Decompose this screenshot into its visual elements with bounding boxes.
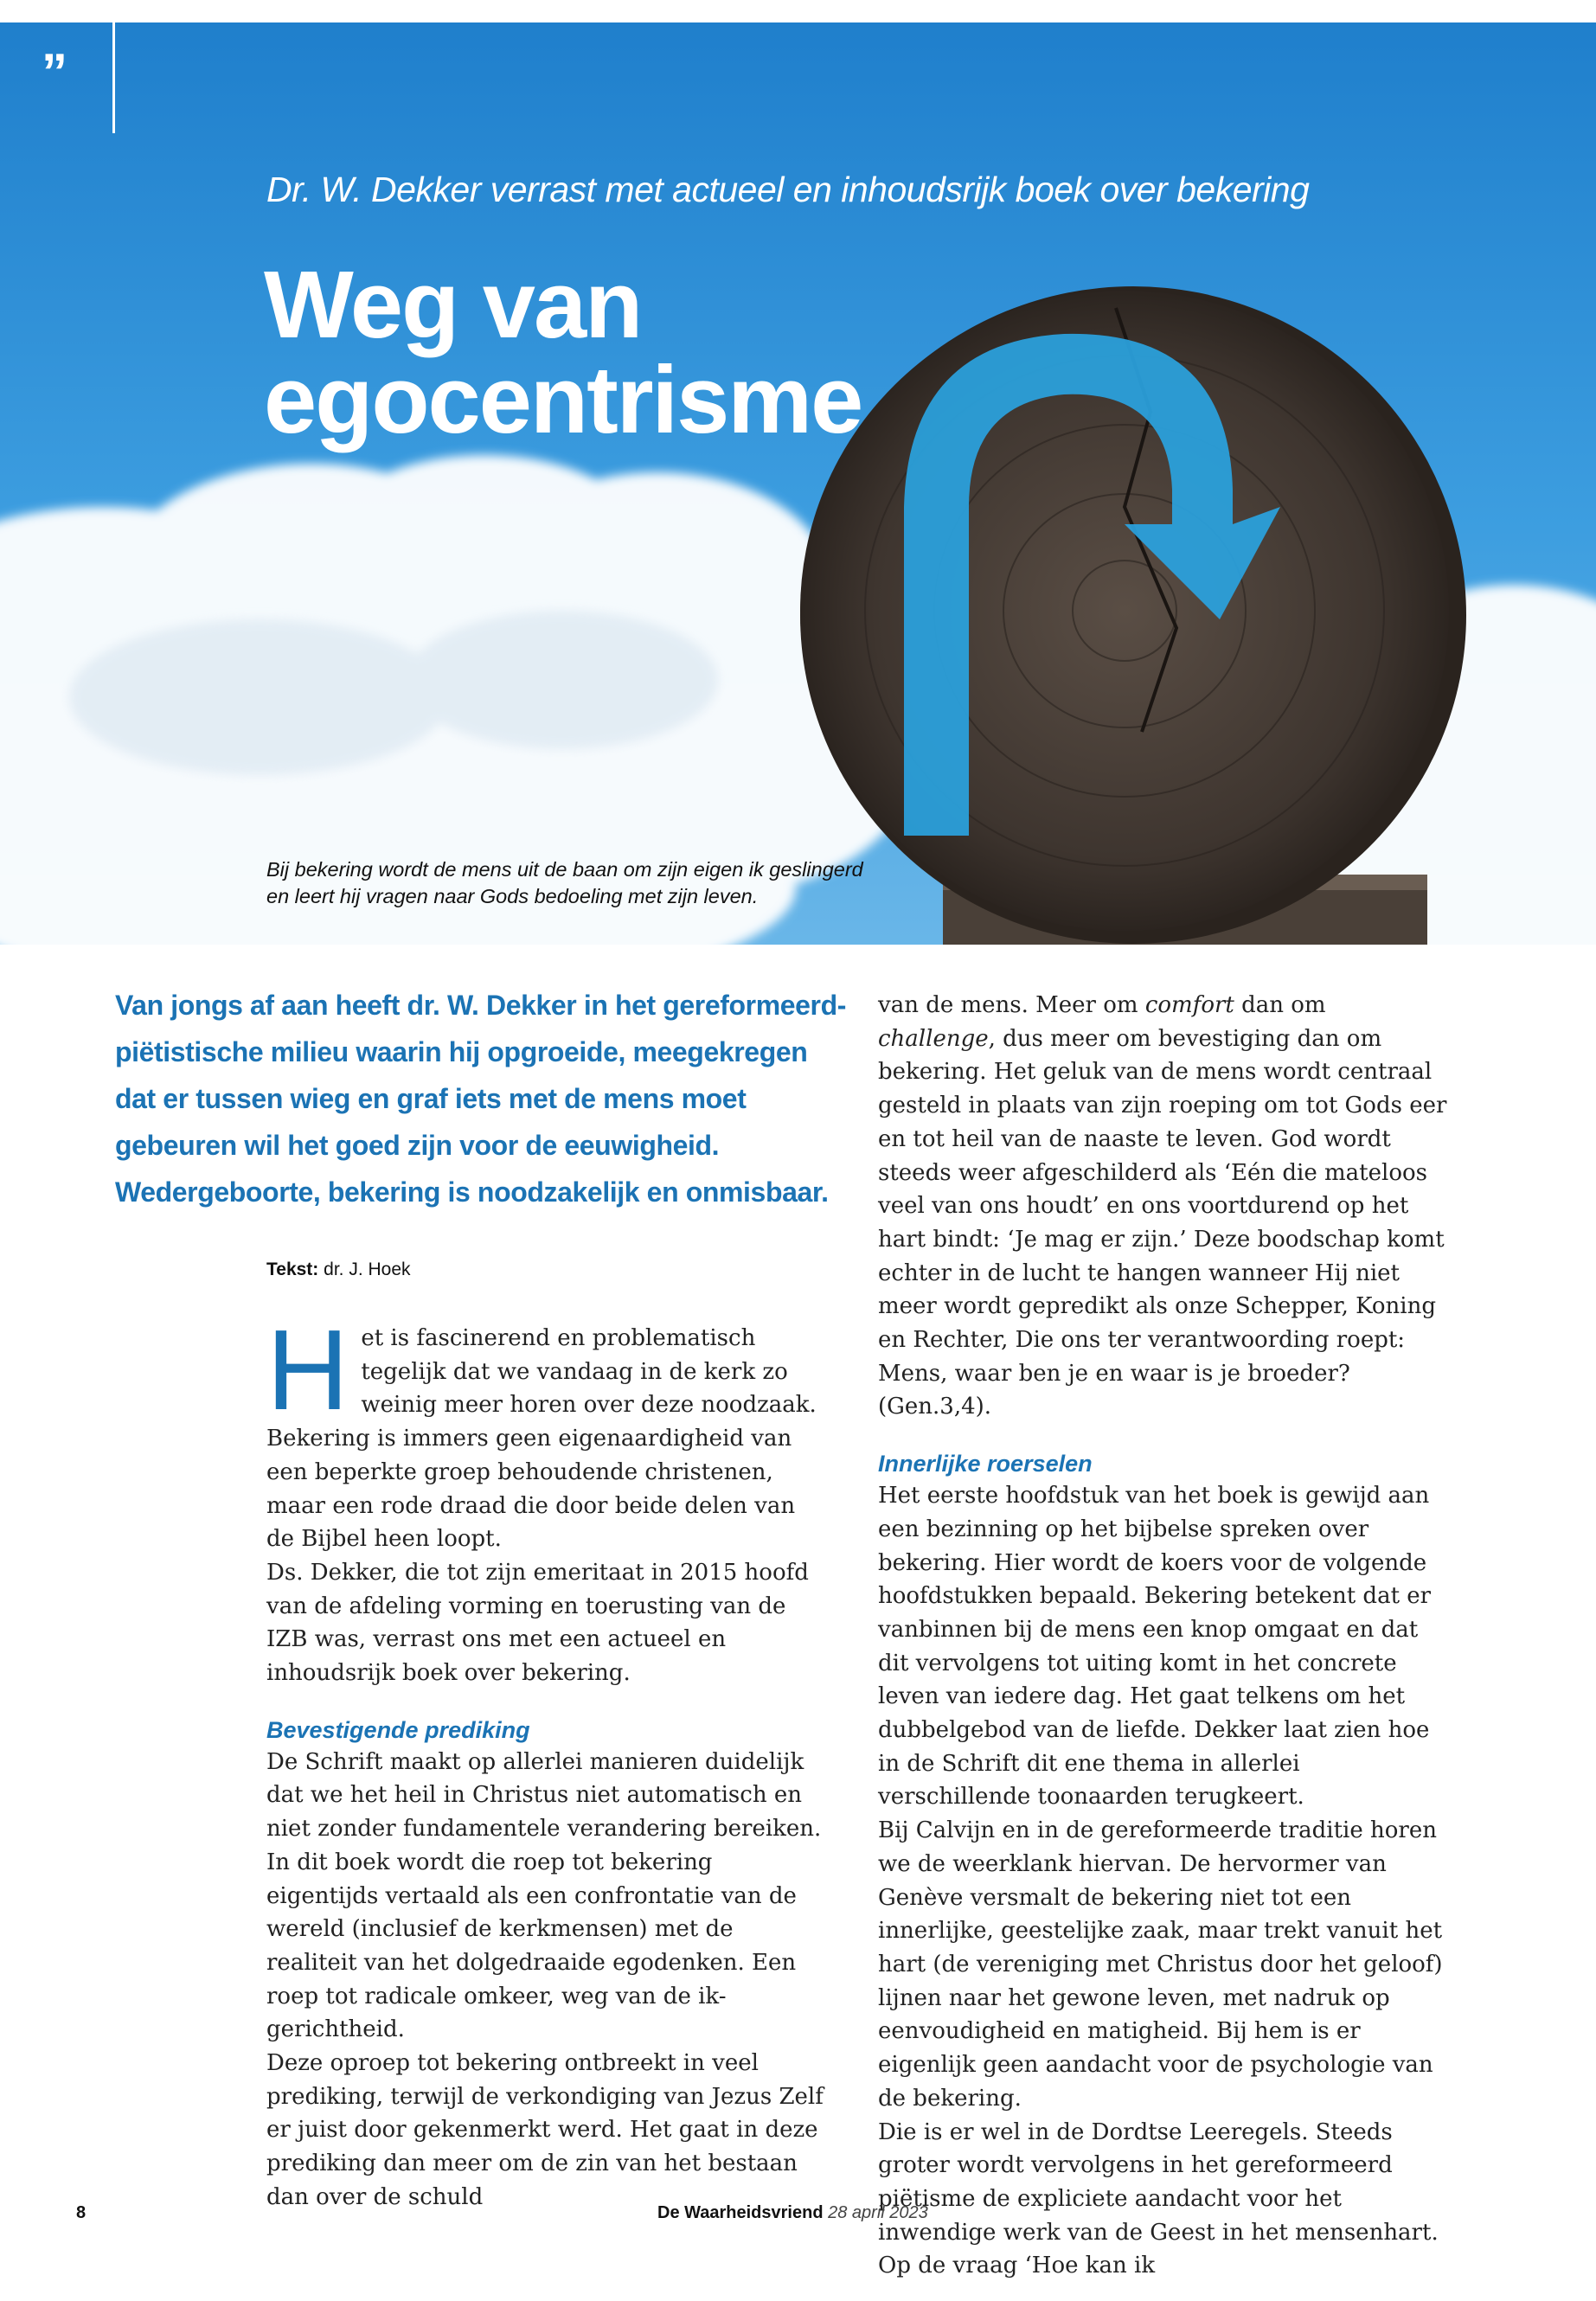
emphasis: challenge xyxy=(878,1025,989,1052)
paragraph: Die is er wel in de Dordtse Leeregels. Steeds groter wordt vervolgens in het gereformeerd piëtisme de expliciete aandacht voor het inwendige werk van de Geest in het mensenhart. Op de vraag ‘Hoe kan ik xyxy=(878,2118,1439,2279)
byline-label: Tekst: xyxy=(266,1259,319,1279)
paragraph: Bij Calvijn en in de gereformeerde traditie horen we de weerklank hiervan. De hervormer van Genève versmalt de bekering niet tot een innerlijke, geestelijke zaak, maar trekt vanuit het hart (de vereniging met Christus door het geloof) lijnen naar het gewone leven, met nadruk op eenvoudigheid en matigheid. Bij hem is er eigenlijk geen aandacht voor de psychologie van de bekering. xyxy=(878,1817,1443,2112)
byline xyxy=(266,1259,411,1280)
footer-publication xyxy=(657,2203,928,2223)
right-column xyxy=(878,989,1449,2283)
page-number: 8 xyxy=(76,2203,87,2222)
intro-paragraph xyxy=(266,1306,829,1556)
text-span: dan om xyxy=(1234,992,1326,1018)
paragraph: De Schrift maakt op allerlei manieren duidelijk dat we het heil in Christus niet automatisch en niet zonder fundamentele verandering bereiken. In dit boek wordt die roep tot bekering eigentijds vertaald als een confrontatie van de wereld (inclusief de kerkmensen) met de realiteit van het dolgedraaide egodenken. Een roep tot radicale omkeer, weg van de ik-gerichtheid. xyxy=(266,1748,822,2043)
page-title xyxy=(264,252,956,453)
text-span: , dus meer om bevestiging dan om bekering. Het geluk van de mens wordt centraal gesteld in plaats van zijn roeping om tot Gods eer en tot heil van de naaste te leven. God wordt steeds weer afgeschilderd als ‘Eén die mateloos veel van ons houdt’ en ons voortdurend op het hart bindt: ‘Je mag er zijn.’ Deze boodschap komt echter in de lucht te hangen wanneer Hij niet meer wordt gepredikt als onze Schepper, Koning en Rechter, Die ons ter verantwoording roept: Mens, waar ben je en waar is je broeder? (Gen.3,4). xyxy=(878,1025,1447,1420)
paragraph: Deze oproep tot bekering ontbreekt in veel prediking, terwijl de verkondiging van Jezus Zelf er juist door gekenmerkt werd. Het gaat in deze prediking dan meer om de zin van het bestaan dan over de schuld xyxy=(266,2050,824,2210)
left-column xyxy=(266,1306,829,2214)
intro-text: et is fascinerend en problematisch tegelijk dat we vandaag in de kerk zo weinig meer horen over deze noodzaak. Bekering is immers geen eigenaardigheid van een beperkte groep behoudende christenen, maar een rode draad die door beide delen van de Bijbel heen loopt. xyxy=(266,1325,817,1553)
publication-date: 28 april 2023 xyxy=(828,2203,928,2222)
paragraph: Ds. Dekker, die tot zijn emeritaat in 2015 hoofd van de afdeling vorming en toerusting van de IZB was, verrast ons met een actueel en inhoudsrijk boek over bekering. xyxy=(266,1559,809,1687)
caption-line-1: Bij bekering wordt de mens uit de baan om zijn eigen ik geslingerd xyxy=(266,858,863,881)
emphasis: comfort xyxy=(1144,992,1234,1018)
caption-line-2: en leert hij vragen naar Gods bedoeling met zijn leven. xyxy=(266,884,759,907)
kicker: Dr. W. Dekker verrast met actueel en inhoudsrijk boek over bekering xyxy=(266,170,1310,209)
lead-paragraph: Van jongs af aan heeft dr. W. Dekker in het gereformeerd-piëtistische milieu waarin hij opgroeide, meegekregen dat er tussen wieg en graf iets met de mens moet gebeuren wil het goed zijn voor de eeuwigheid. Wedergeboorte, bekering is noodzakelijk en onmisbaar. xyxy=(115,990,846,1208)
text-span: van de mens. Meer om xyxy=(878,992,1145,1018)
publication-name: De Waarheidsvriend xyxy=(657,2203,824,2222)
hero-image xyxy=(0,22,1596,945)
section-heading: Innerlijke roerselen xyxy=(878,1451,1093,1477)
quote-icon: ” xyxy=(42,43,67,101)
title-line-2: egocentrisme xyxy=(264,347,862,453)
section-heading: Bevestigende prediking xyxy=(266,1716,530,1743)
header-rule xyxy=(112,22,115,133)
paragraph xyxy=(878,989,1449,1424)
paragraph: Het eerste hoofdstuk van het boek is gewijd aan een bezinning op het bijbelse spreken over bekering. Hier wordt de koers voor de volgende hoofdstukken bepaald. Bekering betekent dat er vanbinnen bij de mens een knop omgaat en dat dit vervolgens tot uiting komt in het concrete leven van iedere dag. Het gaat telkens om het dubbelgebod van de liefde. Dekker laat zien hoe in de Schrift dit ene thema in allerlei verschillende toonaarden terugkeert. xyxy=(878,1483,1432,1811)
image-caption xyxy=(266,856,889,909)
title-line-1: Weg van xyxy=(264,252,642,358)
hero-photo xyxy=(0,22,1596,945)
drop-cap: H xyxy=(266,1306,349,1433)
byline-author: dr. J. Hoek xyxy=(324,1259,411,1279)
